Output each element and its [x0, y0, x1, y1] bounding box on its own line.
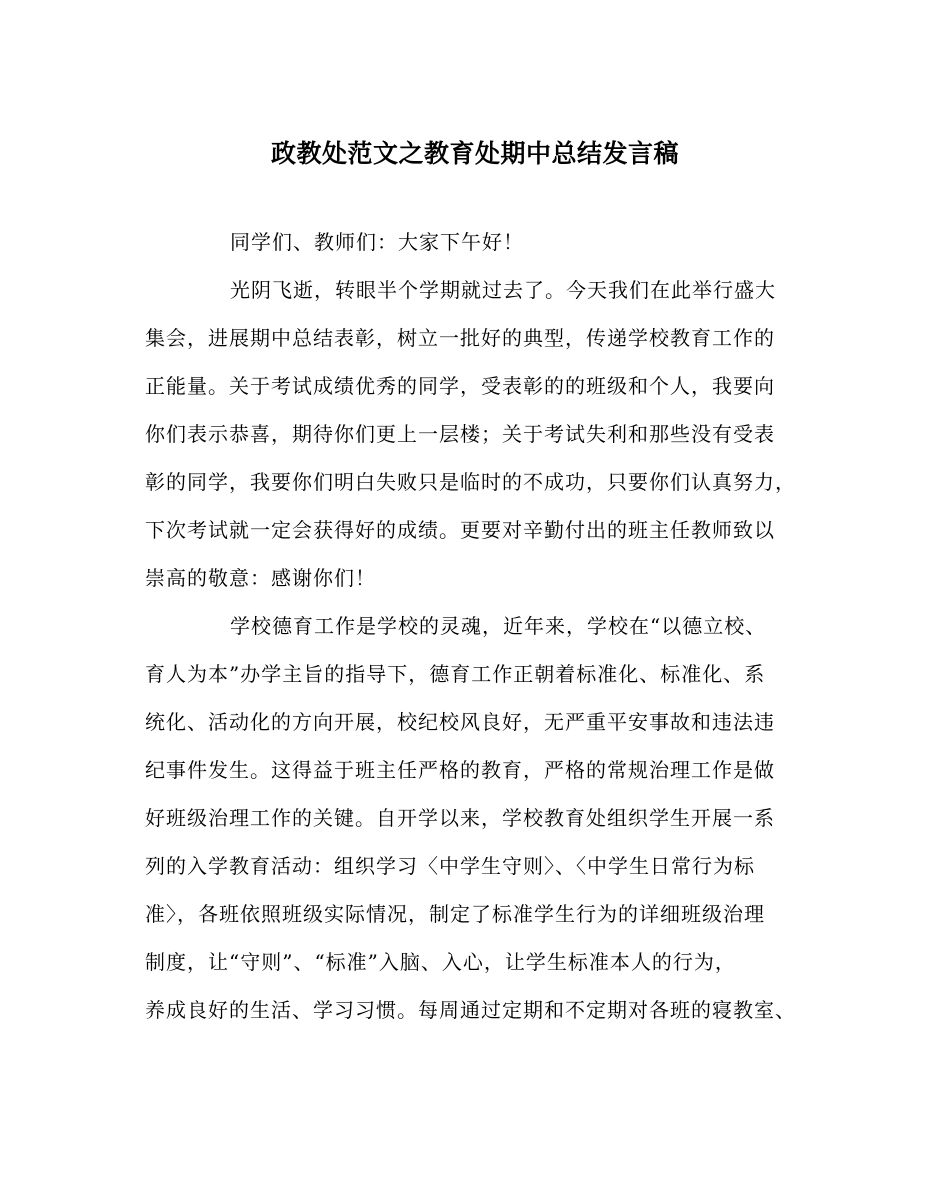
text-line: 彰的同学，我要你们明白失败只是临时的不成功，只要你们认真努力， — [145, 470, 796, 494]
text-line: 集会，进展期中总结表彰，树立一批好的典型，传递学校教育工作的 — [145, 326, 775, 350]
text-line: 学校德育工作是学校的灵魂，近年来，学校在“以德立校、 — [230, 614, 767, 638]
text-line: 统化、活动化的方向开展，校纪校风良好，无严重平安事故和违法违 — [145, 710, 775, 734]
text-line: 下次考试就一定会获得好的成绩。更要对辛勤付出的班主任教师致以 — [145, 518, 775, 542]
text-line: 制度，让“守则”、“标准”入脑、入心，让学生标准本人的行为， — [145, 950, 736, 974]
document-title: 政教处范文之教育处期中总结发言稿 — [270, 139, 679, 168]
text-line: 同学们、教师们：大家下午好！ — [230, 230, 524, 254]
text-line: 纪事件发生。这得益于班主任严格的教育，严格的常规治理工作是做 — [145, 758, 775, 782]
text-line: 正能量。关于考试成绩优秀的同学，受表彰的的班级和个人，我要向 — [145, 374, 775, 398]
text-line: 你们表示恭喜，期待你们更上一层楼；关于考试失利和那些没有受表 — [145, 422, 775, 446]
text-line: 好班级治理工作的关键。自开学以来，学校教育处组织学生开展一系 — [145, 806, 775, 830]
text-line: 列的入学教育活动：组织学习〈中学生守则〉、〈中学生日常行为标 — [145, 854, 755, 878]
text-line: 光阴飞逝，转眼半个学期就过去了。今天我们在此举行盛大 — [230, 278, 776, 302]
text-line: 崇高的敬意：感谢你们！ — [145, 566, 376, 590]
text-line: 育人为本”办学主旨的指导下，德育工作正朝着标准化、标准化、系 — [145, 662, 766, 686]
text-line: 养成良好的生活、学习习惯。每周通过定期和不定期对各班的寝教室、 — [145, 998, 796, 1022]
text-line: 准〉，各班依照班级实际情况，制定了标准学生行为的详细班级治理 — [145, 902, 765, 926]
